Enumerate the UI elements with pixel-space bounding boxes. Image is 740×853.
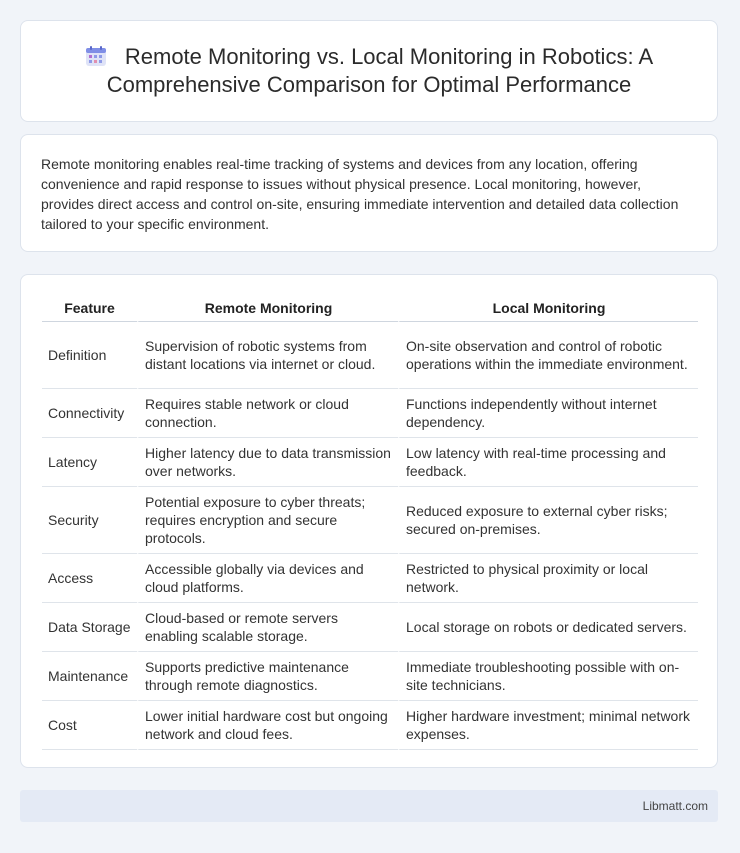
table-row [42, 701, 698, 750]
remote-cell: Potential exposure to cyber threats; requires encryption and secure protocols. [137, 487, 398, 554]
calendar-icon [85, 45, 107, 67]
table-header-row [42, 295, 698, 322]
page-title [21, 43, 717, 99]
remote-cell: Supports predictive maintenance through remote diagnostics. [137, 652, 398, 701]
remote-cell: Supervision of robotic systems from distant locations via internet or cloud. [137, 322, 398, 389]
footer [20, 790, 718, 822]
local-cell: Low latency with real-time processing and feedback. [398, 438, 698, 487]
table-row [42, 487, 698, 554]
feature-cell: Security [42, 487, 137, 554]
local-cell: Functions independently without internet dependency. [398, 389, 698, 438]
table-row [42, 389, 698, 438]
remote-cell: Lower initial hardware cost but ongoing network and cloud fees. [137, 701, 398, 750]
comparison-card [20, 274, 718, 768]
local-cell: Immediate troubleshooting possible with on-site technicians. [398, 652, 698, 701]
remote-cell: Requires stable network or cloud connection. [137, 389, 398, 438]
feature-cell: Data Storage [42, 603, 137, 652]
page-title-text: Remote Monitoring vs. Local Monitoring in Robotics: A Comprehensive Comparison for Optimal Performance [106, 44, 654, 97]
table-row [42, 554, 698, 603]
feature-cell: Access [42, 554, 137, 603]
local-cell: Restricted to physical proximity or local network. [398, 554, 698, 603]
comparison-table [42, 295, 698, 750]
intro-paragraph: Remote monitoring enables real-time tracking of systems and devices from any location, offering convenience and rapid response to issues without physical presence. Local monitoring, however, provides direct access and control on-site, ensuring immediate intervention and detailed data collection tailored to your specific environment. [41, 156, 679, 232]
local-cell: Higher hardware investment; minimal network expenses. [398, 701, 698, 750]
feature-cell: Latency [42, 438, 137, 487]
remote-cell: Cloud-based or remote servers enabling scalable storage. [137, 603, 398, 652]
title-card [20, 20, 718, 122]
header-local: Local Monitoring [398, 295, 698, 322]
feature-cell: Connectivity [42, 389, 137, 438]
intro-card [20, 134, 718, 252]
header-feature: Feature [42, 295, 137, 322]
header-remote: Remote Monitoring [137, 295, 398, 322]
footer-brand-link[interactable]: Libmatt.com [642, 799, 708, 813]
feature-cell: Cost [42, 701, 137, 750]
remote-cell: Higher latency due to data transmission over networks. [137, 438, 398, 487]
feature-cell: Maintenance [42, 652, 137, 701]
local-cell: Local storage on robots or dedicated servers. [398, 603, 698, 652]
feature-cell: Definition [42, 322, 137, 389]
local-cell: On-site observation and control of robotic operations within the immediate environment. [398, 322, 698, 389]
table-row [42, 652, 698, 701]
table-row [42, 322, 698, 389]
table-row [42, 603, 698, 652]
remote-cell: Accessible globally via devices and cloud platforms. [137, 554, 398, 603]
table-row [42, 438, 698, 487]
local-cell: Reduced exposure to external cyber risks; secured on-premises. [398, 487, 698, 554]
